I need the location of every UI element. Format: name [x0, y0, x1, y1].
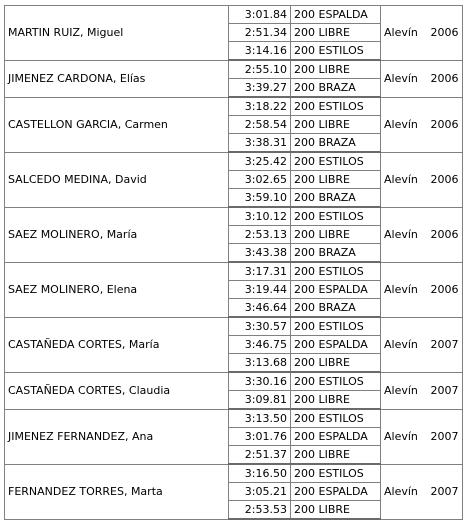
swimmer-year: 2006	[428, 152, 463, 207]
result-time: 3:02.65	[229, 171, 291, 189]
result-event: 200 ESPALDA	[291, 6, 381, 24]
swimmer-name: SAEZ MOLINERO, María	[5, 207, 229, 262]
results-table-body	[5, 6, 463, 520]
result-event: 200 ESTILOS	[291, 317, 381, 336]
table-row	[5, 262, 463, 281]
result-time: 3:13.50	[229, 409, 291, 428]
result-event: 200 BRAZA	[291, 244, 381, 263]
result-time: 3:14.16	[229, 42, 291, 61]
swimmer-name: SALCEDO MEDINA, David	[5, 152, 229, 207]
result-time: 3:13.68	[229, 354, 291, 373]
result-event: 200 BRAZA	[291, 299, 381, 318]
swimmer-year: 2007	[428, 372, 463, 409]
swimmer-category: Alevín	[381, 372, 428, 409]
swimmer-year: 2007	[428, 317, 463, 372]
result-event: 200 LIBRE	[291, 116, 381, 134]
result-event: 200 ESTILOS	[291, 152, 381, 171]
result-event: 200 LIBRE	[291, 171, 381, 189]
result-event: 200 ESTILOS	[291, 262, 381, 281]
table-row	[5, 409, 463, 428]
result-event: 200 LIBRE	[291, 446, 381, 465]
result-event: 200 ESPALDA	[291, 336, 381, 354]
result-event: 200 LIBRE	[291, 391, 381, 410]
result-time: 3:46.75	[229, 336, 291, 354]
result-time: 3:17.31	[229, 262, 291, 281]
result-time: 3:16.50	[229, 464, 291, 483]
swimmer-category: Alevín	[381, 464, 428, 519]
result-event: 200 ESTILOS	[291, 42, 381, 61]
swimmer-category: Alevín	[381, 317, 428, 372]
table-row	[5, 60, 463, 79]
swimmer-year: 2006	[428, 207, 463, 262]
result-event: 200 LIBRE	[291, 354, 381, 373]
swimmer-name: JIMENEZ FERNANDEZ, Ana	[5, 409, 229, 464]
result-event: 200 ESPALDA	[291, 483, 381, 501]
result-time: 3:30.57	[229, 317, 291, 336]
swimmer-name: CASTAÑEDA CORTES, Claudia	[5, 372, 229, 409]
table-row	[5, 97, 463, 116]
result-time: 3:10.12	[229, 207, 291, 226]
result-event: 200 ESPALDA	[291, 428, 381, 446]
table-row	[5, 317, 463, 336]
table-row	[5, 464, 463, 483]
result-event: 200 LIBRE	[291, 60, 381, 79]
result-event: 200 BRAZA	[291, 134, 381, 153]
result-event: 200 LIBRE	[291, 501, 381, 520]
result-time: 2:53.53	[229, 501, 291, 520]
swimmer-category: Alevín	[381, 409, 428, 464]
result-time: 3:18.22	[229, 97, 291, 116]
result-time: 3:09.81	[229, 391, 291, 410]
results-table	[4, 5, 463, 520]
result-time: 3:19.44	[229, 281, 291, 299]
table-row	[5, 6, 463, 24]
swimmer-category: Alevín	[381, 97, 428, 152]
result-time: 2:55.10	[229, 60, 291, 79]
swimmer-year: 2006	[428, 6, 463, 61]
result-time: 3:38.31	[229, 134, 291, 153]
swimmer-year: 2006	[428, 97, 463, 152]
swimmer-category: Alevín	[381, 207, 428, 262]
swimmer-category: Alevín	[381, 262, 428, 317]
result-time: 2:51.34	[229, 24, 291, 42]
result-time: 2:51.37	[229, 446, 291, 465]
swimmer-year: 2007	[428, 409, 463, 464]
result-event: 200 ESTILOS	[291, 409, 381, 428]
swimmer-name: FERNANDEZ TORRES, Marta	[5, 464, 229, 519]
result-time: 3:46.64	[229, 299, 291, 318]
result-event: 200 LIBRE	[291, 226, 381, 244]
swimmer-name: SAEZ MOLINERO, Elena	[5, 262, 229, 317]
table-row	[5, 372, 463, 391]
result-event: 200 BRAZA	[291, 189, 381, 208]
swimmer-year: 2006	[428, 262, 463, 317]
result-event: 200 LIBRE	[291, 24, 381, 42]
result-time: 3:30.16	[229, 372, 291, 391]
swimmer-year: 2007	[428, 464, 463, 519]
swimmer-year: 2006	[428, 60, 463, 97]
swimmer-category: Alevín	[381, 152, 428, 207]
result-time: 3:59.10	[229, 189, 291, 208]
result-time: 2:53.13	[229, 226, 291, 244]
result-time: 3:43.38	[229, 244, 291, 263]
table-row	[5, 207, 463, 226]
result-event: 200 ESTILOS	[291, 97, 381, 116]
swimmer-category: Alevín	[381, 60, 428, 97]
result-event: 200 ESTILOS	[291, 207, 381, 226]
table-row	[5, 152, 463, 171]
swimmer-name: CASTAÑEDA CORTES, María	[5, 317, 229, 372]
result-event: 200 BRAZA	[291, 79, 381, 98]
result-event: 200 ESTILOS	[291, 372, 381, 391]
result-event: 200 ESTILOS	[291, 464, 381, 483]
result-time: 3:01.76	[229, 428, 291, 446]
swimmer-name: JIMENEZ CARDONA, Elías	[5, 60, 229, 97]
result-time: 3:01.84	[229, 6, 291, 24]
swimmer-name: CASTELLON GARCIA, Carmen	[5, 97, 229, 152]
swimmer-name: MARTIN RUIZ, Miguel	[5, 6, 229, 61]
swimmer-category: Alevín	[381, 6, 428, 61]
result-time: 3:25.42	[229, 152, 291, 171]
result-event: 200 ESPALDA	[291, 281, 381, 299]
result-time: 2:58.54	[229, 116, 291, 134]
result-time: 3:05.21	[229, 483, 291, 501]
result-time: 3:39.27	[229, 79, 291, 98]
